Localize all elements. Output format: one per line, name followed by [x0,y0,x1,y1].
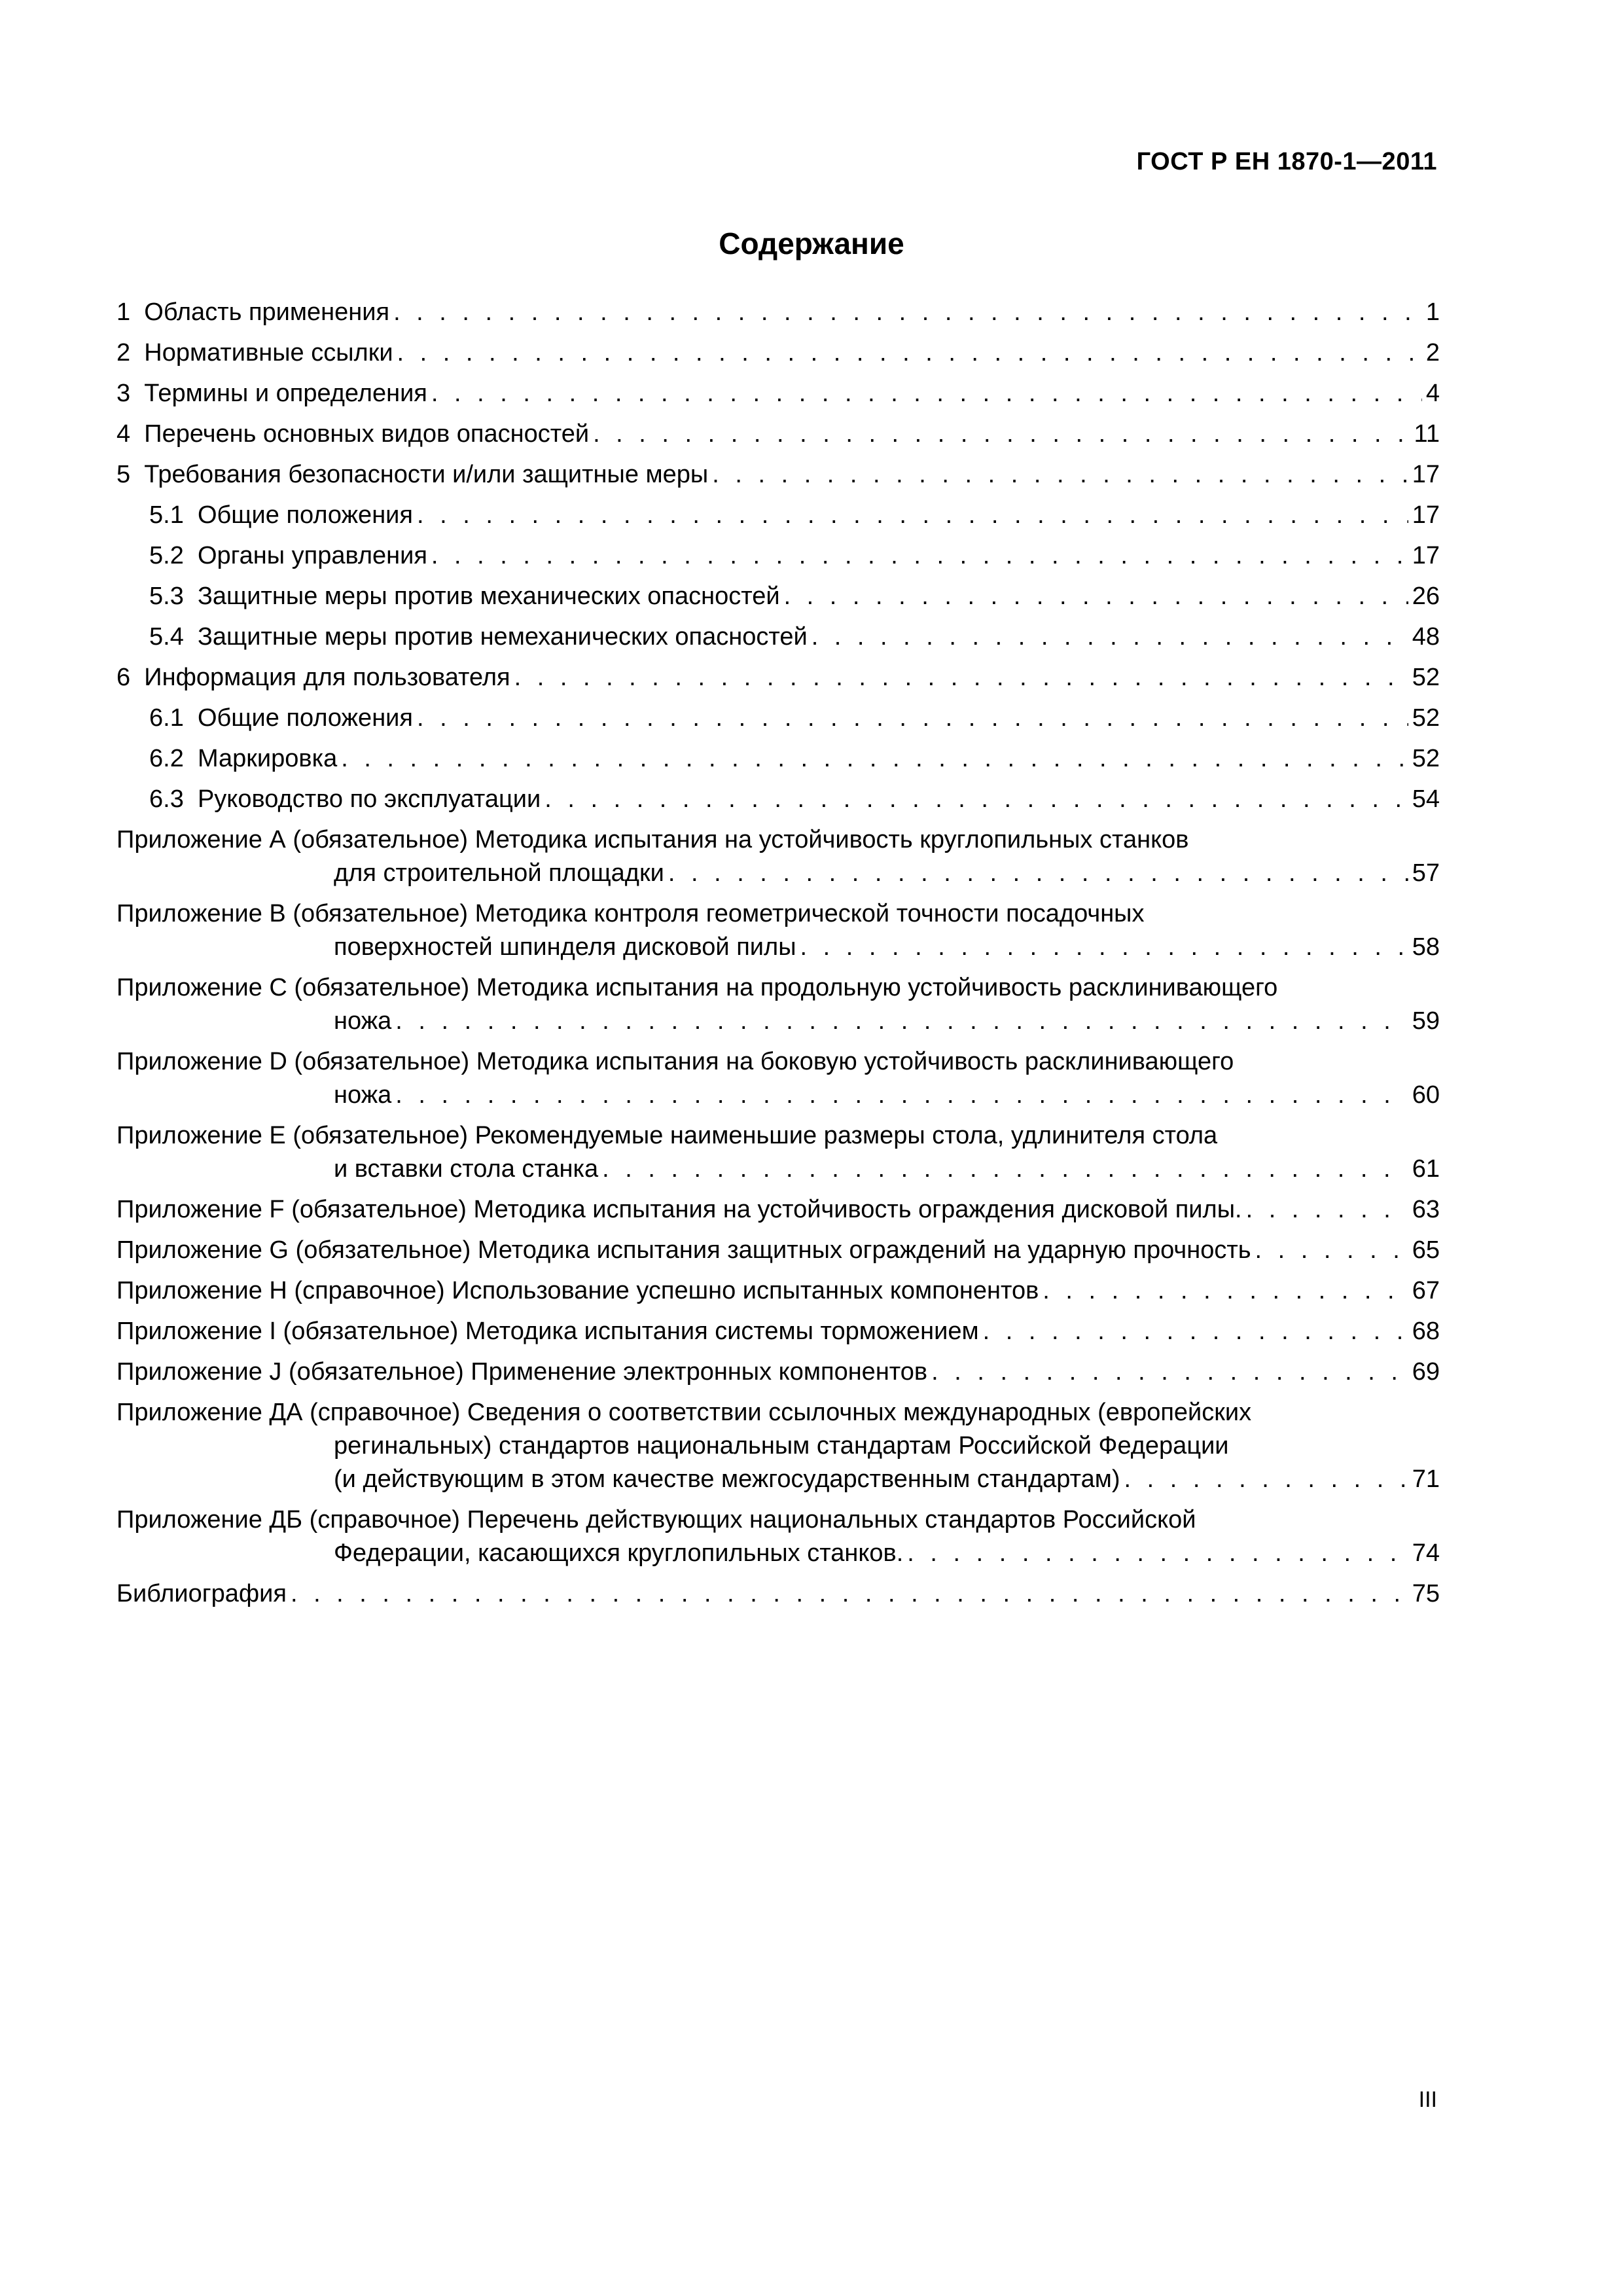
toc-annex-d[interactable] [116,1045,1440,1112]
toc-annex-last-line: для строительной площадки [334,859,664,887]
toc-entry-page: 1 [1425,298,1440,326]
dot-leader [931,1355,1408,1389]
toc-entry-label: Нормативные ссылки [144,339,393,367]
toc-entry-label: Перечень основных видов опасностей [144,420,590,448]
toc-annex-db[interactable] [116,1503,1440,1570]
dot-leader [602,1153,1408,1186]
toc-entry-label: Приложение J (обязательное) Применение электронных компонентов [116,1358,928,1386]
dot-leader [431,377,1422,410]
toc-entry-6-1[interactable] [116,702,1440,735]
toc-entry-number: 5.3 [149,583,184,610]
toc-entry-5-1[interactable] [116,499,1440,532]
toc-entry-page: 52 [1412,745,1440,772]
toc-entry-page: 61 [1412,1155,1440,1183]
toc-entry-page: 17 [1412,501,1440,529]
page-title: Содержание [719,226,904,260]
toc-entry-page: 17 [1412,542,1440,569]
toc-entry-label: Термины и определения [144,380,427,407]
toc-annex-first-line: Приложение Е (обязательное) Рекомендуемые наименьшие размеры стола, удлинителя стола [116,1122,1218,1149]
toc-annex-last-line: поверхностей шпинделя дисковой пилы [334,933,796,961]
toc-entry-page: 74 [1412,1539,1440,1567]
dot-leader [397,336,1422,370]
toc-annex-last-line: Федерации, касающихся круглопильных станков. [334,1539,904,1567]
toc-entry-number: 5.2 [149,542,184,569]
toc-entry-label: Информация для пользователя [144,664,510,691]
toc-entry-5-2[interactable] [116,539,1440,573]
dot-leader [812,620,1408,654]
toc-entry-page: 71 [1412,1465,1440,1493]
toc-entry-page: 59 [1412,1007,1440,1035]
toc-entry-number: 6.1 [149,704,184,732]
toc-entry-number: 5 [116,461,131,488]
toc-entry-page: 69 [1412,1358,1440,1386]
toc-entry-page: 52 [1412,704,1440,732]
dot-leader [1043,1274,1408,1308]
toc-entry-page: 52 [1412,664,1440,691]
toc-entry-page: 11 [1414,420,1440,448]
dot-leader [983,1315,1408,1348]
toc-annex-b[interactable] [116,897,1440,964]
toc-entry-page: 4 [1425,380,1440,407]
toc-entry-page: 67 [1412,1277,1440,1304]
toc-annex-c[interactable] [116,971,1440,1038]
toc-entry-label: Общие положения [197,704,413,732]
toc-annex-i[interactable] [116,1315,1440,1348]
toc-entry-number: 3 [116,380,131,407]
toc-annex-f[interactable] [116,1193,1440,1227]
dot-leader [431,539,1408,573]
toc-entry-label: Приложение F (обязательное) Методика испытания на устойчивость ограждения дисковой пилы. [116,1196,1242,1223]
toc-annex-a[interactable] [116,823,1440,890]
toc-entry-number: 6.2 [149,745,184,772]
page-number: III [1418,2087,1437,2112]
toc-annex-first-line: Приложение ДБ (справочное) Перечень действующих национальных стандартов Российской [116,1506,1196,1534]
toc-entry-label: Общие положения [197,501,413,529]
toc-entry-number: 6.3 [149,785,184,813]
toc-entry-page: 57 [1412,859,1440,887]
toc-entry-number: 5.1 [149,501,184,529]
toc-annex-g[interactable] [116,1234,1440,1267]
toc-entry-label: Защитные меры против немеханических опасностей [197,623,808,651]
toc-annex-h[interactable] [116,1274,1440,1308]
toc-entry-label: Маркировка [197,745,338,772]
toc-entry-label: Приложение G (обязательное) Методика испытания защитных ограждений на ударную прочность [116,1236,1251,1264]
toc-entry-page: 63 [1412,1196,1440,1223]
dot-leader [544,783,1408,816]
dot-leader [393,296,1422,329]
toc-entry-number: 1 [116,298,131,326]
toc-entry-3[interactable] [116,377,1440,410]
toc-entry-label: Органы управления [197,542,427,569]
toc-entry-label: Область применения [144,298,390,326]
dot-leader [395,1005,1408,1038]
toc-annex-da[interactable] [116,1396,1440,1496]
dot-leader [291,1577,1408,1611]
toc-entry-number: 6 [116,664,131,691]
toc-entry-5-3[interactable] [116,580,1440,613]
toc-annex-first-line: Приложение ДА (справочное) Сведения о соответствии ссылочных международных (европейских [116,1399,1252,1426]
toc-entry-label: Руководство по эксплуатации [197,785,541,813]
toc-entry-6[interactable] [116,661,1440,694]
dot-leader [712,458,1408,492]
document-code: ГОСТ Р ЕН 1870-1—2011 [1136,148,1437,175]
toc-entry-page: 60 [1412,1081,1440,1109]
dot-leader [514,661,1408,694]
toc-entry-6-2[interactable] [116,742,1440,776]
toc-annex-first-line: Приложение А (обязательное) Методика испытания на устойчивость круглопильных станков [116,826,1189,853]
toc-entry-page: 17 [1412,461,1440,488]
toc-entry-page: 68 [1412,1318,1440,1345]
toc-entry-label: Приложение I (обязательное) Методика испытания системы торможением [116,1318,979,1345]
dot-leader [1246,1193,1408,1227]
dot-leader [1255,1234,1408,1267]
toc-entry-1[interactable] [116,296,1440,329]
toc-annex-j[interactable] [116,1355,1440,1389]
toc-annex-last-line: и вставки стола станка [334,1155,599,1183]
toc-entry-page: 75 [1412,1580,1440,1607]
toc-annex-last-line: ножа [334,1081,392,1109]
toc-entry-number: 4 [116,420,131,448]
dot-leader [784,580,1408,613]
dot-leader [417,499,1408,532]
toc-entry-2[interactable] [116,336,1440,370]
dot-leader [593,418,1410,451]
toc-entry-label: Требования безопасности и/или защитные меры [144,461,709,488]
toc-entry-5[interactable] [116,458,1440,492]
toc-annex-last-line: (и действующим в этом качестве межгосударственным стандартам) [334,1465,1120,1493]
table-of-contents [116,296,1440,1618]
dot-leader [800,931,1408,964]
dot-leader [417,702,1408,735]
toc-annex-first-line: Приложение С (обязательное) Методика испытания на продольную устойчивость расклинивающего [116,974,1278,1001]
toc-entry-page: 54 [1412,785,1440,813]
toc-entry-label: Защитные меры против механических опасностей [197,583,780,610]
dot-leader [907,1537,1408,1570]
toc-annex-last-line: ножа [334,1007,392,1035]
toc-annex-middle-line: регинальных) стандартов национальным стандартам Российской Федерации [334,1432,1229,1460]
toc-entry-page: 2 [1425,339,1440,367]
dot-leader [395,1079,1408,1112]
toc-annex-first-line: Приложение В (обязательное) Методика контроля геометрической точности посадочных [116,900,1145,927]
toc-annex-first-line: Приложение D (обязательное) Методика испытания на боковую устойчивость расклинивающего [116,1048,1234,1075]
toc-entry-4[interactable] [116,418,1440,451]
toc-entry-number: 5.4 [149,623,184,651]
toc-entry-page: 58 [1412,933,1440,961]
dot-leader [341,742,1408,776]
toc-entry-label: Библиография [116,1580,287,1607]
dot-leader [668,857,1408,890]
toc-bibliography[interactable] [116,1577,1440,1611]
toc-entry-label: Приложение Н (справочное) Использование успешно испытанных компонентов [116,1277,1039,1304]
toc-entry-5-4[interactable] [116,620,1440,654]
toc-entry-page: 65 [1412,1236,1440,1264]
toc-annex-e[interactable] [116,1119,1440,1186]
toc-entry-6-3[interactable] [116,783,1440,816]
toc-entry-number: 2 [116,339,131,367]
toc-entry-page: 26 [1412,583,1440,610]
toc-entry-page: 48 [1412,623,1440,651]
dot-leader [1124,1463,1408,1496]
